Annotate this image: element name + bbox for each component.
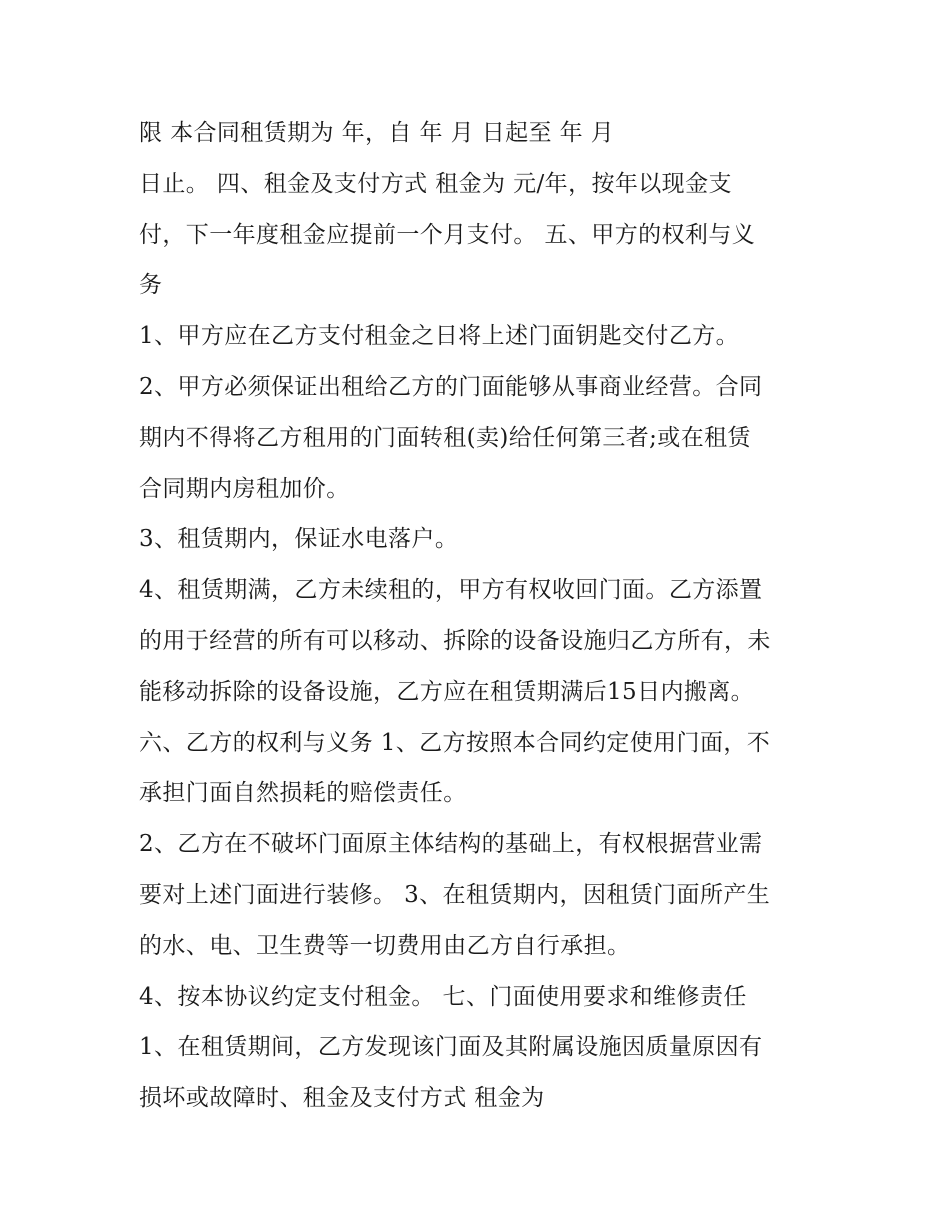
text-line-2: 日止。 四、租金及支付方式 租金为 元/年，按年以现金支: [139, 170, 732, 197]
text-line-14: 承担门面自然损耗的赔偿责任。: [139, 780, 467, 807]
text-line-1: 限 本合同租赁期为 年，自 年 月 日起至 年 月: [139, 120, 615, 146]
text-line-8: 合同期内房租加价。: [139, 475, 350, 502]
text-line-4: 务: [139, 272, 163, 299]
text-line-12: 能移动拆除的设备设施，乙方应在租赁期满后15日内搬离。: [139, 678, 755, 705]
text-line-11: 的用于经营的所有可以移动、拆除的设备设施归乙方所有，未: [139, 627, 771, 654]
text-line-17: 的水、电、卫生费等一切费用由乙方自行承担。: [139, 932, 631, 959]
text-line-18: 4、按本协议约定支付租金。 七、门面使用要求和维修责任: [139, 983, 747, 1010]
text-line-7: 期内不得将乙方租用的门面转租(卖)给任何第三者;或在租赁: [139, 424, 751, 451]
text-line-16: 要对上述门面进行装修。 3、在租赁期内，因租赁门面所产生: [139, 881, 771, 908]
text-line-5: 1、甲方应在乙方支付租金之日将上述门面钥匙交付乙方。: [139, 323, 740, 350]
text-line-15: 2、乙方在不破坏门面原主体结构的基础上，有权根据营业需: [139, 831, 763, 858]
text-line-20: 损坏或故障时、租金及支付方式 租金为: [139, 1085, 545, 1112]
contract-text: [139, 108, 839, 1124]
text-line-13: 六、乙方的权利与义务 1、乙方按照本合同约定使用门面，不: [139, 729, 771, 756]
text-line-6: 2、甲方必须保证出租给乙方的门面能够从事商业经营。合同: [139, 373, 763, 400]
text-line-19: 1、在租赁期间，乙方发现该门面及其附属设施因质量原因有: [139, 1034, 763, 1061]
text-line-10: 4、租赁期满，乙方未续租的，甲方有权收回门面。乙方添置: [139, 577, 763, 604]
text-line-3: 付，下一年度租金应提前一个月支付。 五、甲方的权利与义: [139, 221, 756, 248]
text-line-9: 3、租赁期内，保证水电落户。: [139, 526, 459, 553]
